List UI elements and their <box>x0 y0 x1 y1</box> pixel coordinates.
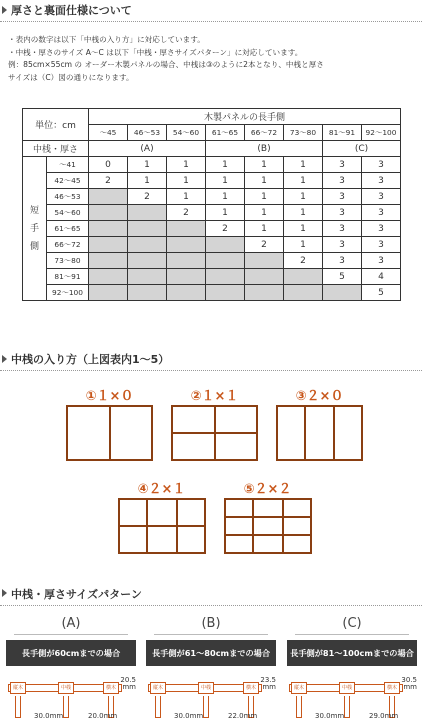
table-cell: 2 <box>206 221 245 237</box>
frame-tag: 横木 <box>384 682 400 694</box>
row-label: 42〜45 <box>47 173 89 189</box>
table-row <box>23 253 401 269</box>
table-cell <box>89 221 128 237</box>
table-cell <box>284 285 323 301</box>
frame-size-label: 中桟・厚さ <box>23 141 89 157</box>
table-cell <box>128 253 167 269</box>
note-line: ・中桟・厚さのサイズ A〜C は以下「中桟・厚さサイズパターン」に対応しています。 <box>8 47 303 57</box>
table-cell: 2 <box>284 253 323 269</box>
pattern-label: ③２×０ <box>295 389 344 404</box>
frame-pattern-5 <box>216 478 319 556</box>
table-cell: 1 <box>245 157 284 173</box>
group-c: (C) <box>323 141 401 157</box>
table-row <box>23 157 401 173</box>
short-side-char: 手 <box>29 223 39 234</box>
thickness-label: 30.5 mm <box>401 676 417 691</box>
table-cell <box>128 237 167 253</box>
table-cell <box>167 237 206 253</box>
table-cell <box>245 269 284 285</box>
section-title: 厚さと裏面仕様について <box>11 4 132 17</box>
row-label: 66〜72 <box>47 237 89 253</box>
table-cell: 1 <box>284 205 323 221</box>
frame-tag: 縦木 <box>10 682 26 694</box>
long-col-header: 92〜100 <box>362 125 401 141</box>
table-cell: 1 <box>245 189 284 205</box>
table-cell: 2 <box>128 189 167 205</box>
table-row <box>23 221 401 237</box>
column-underline <box>295 634 409 635</box>
table-cell: 1 <box>284 157 323 173</box>
condition-bar: 長手側が60cmまでの場合 <box>6 640 136 666</box>
pattern-label: ②１×１ <box>190 389 239 404</box>
table-row <box>23 173 401 189</box>
long-col-header: 〜45 <box>89 125 128 141</box>
measure-right: 29.0mm <box>369 712 399 720</box>
table-cell: 2 <box>89 173 128 189</box>
row-label: 73〜80 <box>47 253 89 269</box>
thickness-label: 23.5 mm <box>260 676 276 691</box>
table-cell <box>284 269 323 285</box>
long-col-header: 66〜72 <box>245 125 284 141</box>
table-cell <box>167 269 206 285</box>
vertical-bar <box>109 405 111 461</box>
row-label: 〜41 <box>47 157 89 173</box>
pattern-label: ④２×１ <box>137 482 186 497</box>
cross-section-diagram <box>148 676 276 720</box>
pattern-column-head: (B) <box>201 616 221 631</box>
column-underline <box>154 634 268 635</box>
table-cell <box>206 253 245 269</box>
table-cell: 1 <box>245 205 284 221</box>
long-col-header: 54〜60 <box>167 125 206 141</box>
measure-left: 30.0mm <box>174 712 204 720</box>
frame-tag: 横木 <box>243 682 259 694</box>
table-cell: 3 <box>323 237 362 253</box>
frame-post <box>344 696 350 718</box>
frame-tag: 縦木 <box>291 682 307 694</box>
table-cell <box>128 221 167 237</box>
note-line: 例：85cm×55cm の オーダー木製パネルの場合、中桟は③のように2本となり、中桟と厚さ <box>8 60 324 69</box>
table-cell: 1 <box>128 173 167 189</box>
table-cell: 5 <box>323 269 362 285</box>
table-cell: 0 <box>89 157 128 173</box>
frame-tag: 縦木 <box>150 682 166 694</box>
table-cell <box>89 189 128 205</box>
table-cell <box>206 285 245 301</box>
table-cell: 3 <box>323 173 362 189</box>
table-cell: 2 <box>245 237 284 253</box>
table-cell: 1 <box>167 157 206 173</box>
table-cell: 1 <box>245 221 284 237</box>
table-cell: 3 <box>362 173 401 189</box>
table-cell <box>128 285 167 301</box>
frame-pattern-2 <box>163 385 266 463</box>
unit-cell: 単位：cm <box>23 109 89 141</box>
table-cell: 1 <box>128 157 167 173</box>
frame-tag: 中桟 <box>339 682 355 694</box>
row-label: 92〜100 <box>47 285 89 301</box>
long-col-header: 81〜91 <box>323 125 362 141</box>
bullet-triangle-icon <box>2 355 7 363</box>
pattern-column-head: (C) <box>342 616 362 631</box>
vertical-bar <box>333 405 335 461</box>
table-cell: 3 <box>323 221 362 237</box>
vertical-bar <box>304 405 306 461</box>
frame-tag: 中桟 <box>198 682 214 694</box>
note-line: サイズは（C）図の通りになります。 <box>8 72 134 82</box>
section-header-size-pattern <box>0 580 422 606</box>
frame-tag: 中桟 <box>58 682 74 694</box>
table-cell <box>206 237 245 253</box>
table-cell: 1 <box>284 221 323 237</box>
table-row <box>23 285 401 301</box>
table-cell: 1 <box>284 237 323 253</box>
long-col-header: 46〜53 <box>128 125 167 141</box>
table-cell: 3 <box>362 221 401 237</box>
cross-section-diagram <box>8 676 136 720</box>
row-label: 46〜53 <box>47 189 89 205</box>
frame-pattern-4 <box>110 478 213 556</box>
table-cell <box>89 285 128 301</box>
row-label: 81〜91 <box>47 269 89 285</box>
table-cell <box>128 269 167 285</box>
table-cell <box>89 253 128 269</box>
frame-post <box>296 696 302 718</box>
table-cell <box>206 269 245 285</box>
group-b: (B) <box>206 141 323 157</box>
table-cell: 1 <box>206 189 245 205</box>
section-title: 中桟・厚さサイズパターン <box>11 588 142 601</box>
table-cell: 3 <box>362 237 401 253</box>
measure-right: 20.0mm <box>88 712 118 720</box>
table-cell: 1 <box>206 173 245 189</box>
table-cell: 1 <box>206 157 245 173</box>
table-cell: 3 <box>362 253 401 269</box>
pattern-label: ①１×０ <box>85 389 134 404</box>
section-header-thickness <box>0 0 422 22</box>
condition-bar: 長手側が81〜100cmまでの場合 <box>287 640 417 666</box>
horizontal-bar <box>171 432 258 434</box>
table-row <box>23 269 401 285</box>
table-row <box>23 205 401 221</box>
table-cell <box>167 253 206 269</box>
cross-section-diagram <box>289 676 417 720</box>
measure-right: 22.0mm <box>228 712 258 720</box>
horizontal-bar <box>118 525 206 527</box>
horizontal-bar <box>224 516 312 518</box>
table-cell <box>89 205 128 221</box>
table-cell <box>167 221 206 237</box>
table-cell: 1 <box>284 189 323 205</box>
frame-post <box>15 696 21 718</box>
short-side-char: 短 <box>29 205 39 216</box>
table-cell <box>89 237 128 253</box>
long-col-header: 61〜65 <box>206 125 245 141</box>
frame-post <box>155 696 161 718</box>
table-cell: 3 <box>323 253 362 269</box>
table-cell: 5 <box>362 285 401 301</box>
table-cell <box>89 269 128 285</box>
pattern-column-head: (A) <box>61 616 81 631</box>
table-cell: 3 <box>323 205 362 221</box>
bullet-triangle-icon <box>2 6 7 14</box>
horizontal-bar <box>224 534 312 536</box>
vertical-bar <box>252 498 254 554</box>
measure-left: 30.0mm <box>34 712 64 720</box>
pattern-label: ⑤２×２ <box>243 482 292 497</box>
table-cell: 1 <box>206 205 245 221</box>
condition-bar: 長手側が61〜80cmまでの場合 <box>146 640 276 666</box>
measure-left: 30.0mm <box>315 712 345 720</box>
notes-block <box>8 34 418 84</box>
table-cell: 3 <box>323 157 362 173</box>
short-side-char: 側 <box>29 241 39 252</box>
panel-frame <box>224 498 312 554</box>
bullet-triangle-icon <box>2 589 7 597</box>
long-side-header: 木製パネルの長手側 <box>89 109 401 125</box>
note-line: ・表内の数字は以下「中桟の入り方」に対応しています。 <box>8 35 205 44</box>
table-cell <box>245 253 284 269</box>
size-matrix-table <box>22 108 401 301</box>
table-cell: 4 <box>362 269 401 285</box>
short-side-label <box>23 157 47 301</box>
table-cell: 1 <box>167 189 206 205</box>
table-row <box>23 189 401 205</box>
table-cell: 1 <box>284 173 323 189</box>
table-cell <box>245 285 284 301</box>
table-cell: 1 <box>245 173 284 189</box>
frame-pattern-3 <box>268 385 371 463</box>
long-col-header: 73〜80 <box>284 125 323 141</box>
section-header-frame-layout <box>0 347 422 371</box>
table-cell <box>167 285 206 301</box>
frame-tag: 横木 <box>103 682 119 694</box>
frame-post <box>203 696 209 718</box>
vertical-bar <box>282 498 284 554</box>
section-title: 中桟の入り方（上図表内1〜5） <box>11 353 170 366</box>
frame-pattern-1 <box>58 385 161 463</box>
table-cell: 2 <box>167 205 206 221</box>
table-cell <box>128 205 167 221</box>
table-cell: 3 <box>362 205 401 221</box>
column-underline <box>14 634 128 635</box>
table-cell <box>323 285 362 301</box>
frame-post <box>63 696 69 718</box>
row-label: 54〜60 <box>47 205 89 221</box>
panel-frame <box>276 405 363 461</box>
row-label: 61〜65 <box>47 221 89 237</box>
group-a: (A) <box>89 141 206 157</box>
table-cell: 1 <box>167 173 206 189</box>
thickness-label: 20.5 mm <box>120 676 136 691</box>
table-row <box>23 237 401 253</box>
table-cell: 3 <box>323 189 362 205</box>
table-cell: 3 <box>362 157 401 173</box>
table-cell: 3 <box>362 189 401 205</box>
